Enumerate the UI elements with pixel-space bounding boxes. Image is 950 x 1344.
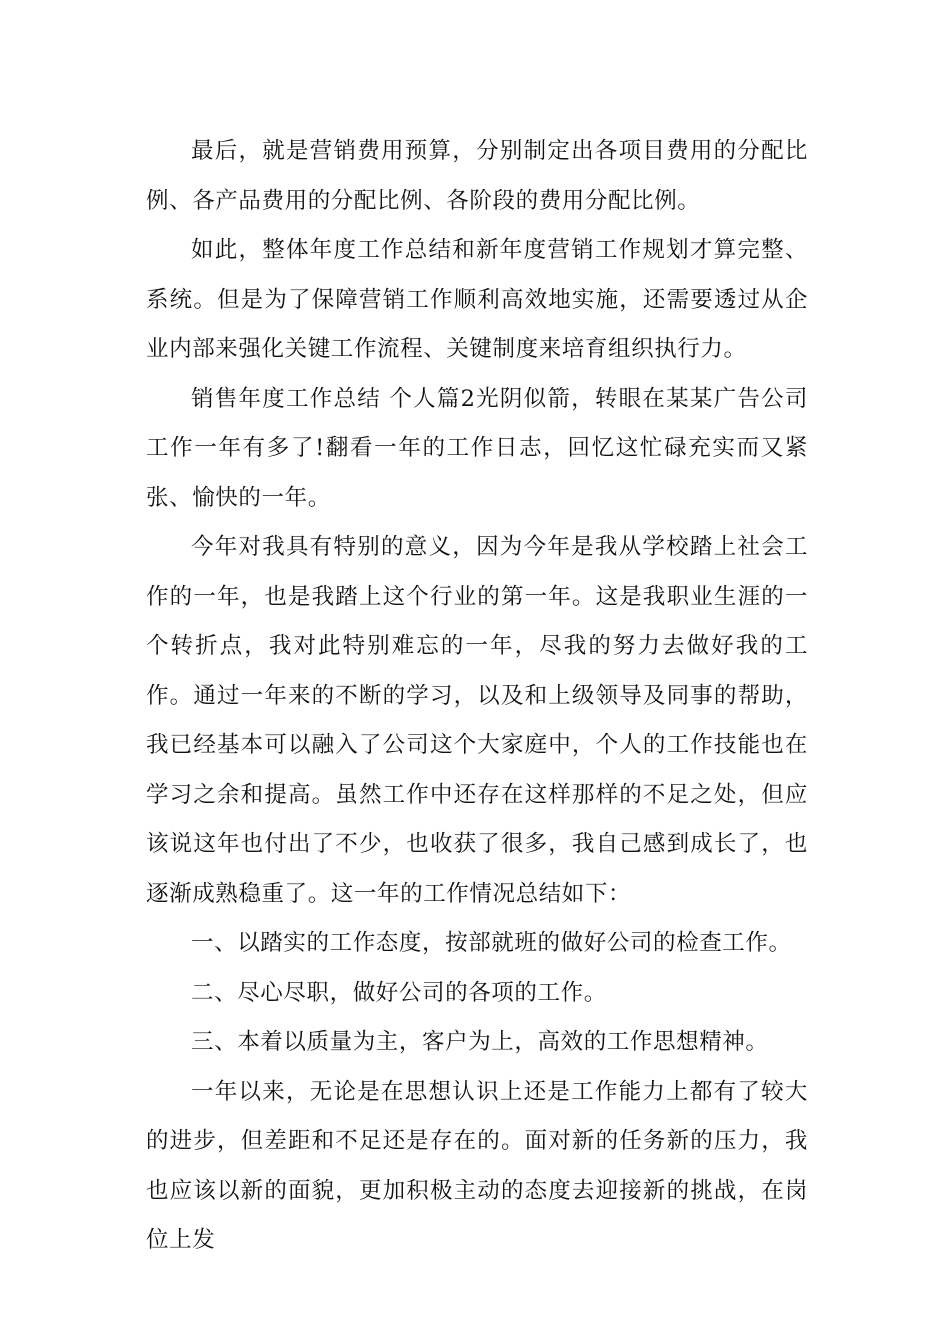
paragraph-budget: 最后，就是营销费用预算，分别制定出各项目费用的分配比例、各产品费用的分配比例、各阶段的费用分配比例。 bbox=[146, 138, 808, 214]
list-item-3: 三、本着以质量为主，客户为上，高效的工作思想精神。 bbox=[191, 1029, 769, 1055]
paragraph-progress: 一年以来，无论是在思想认识上还是工作能力上都有了较大的进步，但差距和不足还是存在的。面对新的任务新的压力，我也应该以新的面貌，更加积极主动的态度去迎接新的挑战，在岗位上发 bbox=[146, 1078, 808, 1253]
paragraph-summary-complete: 如此，整体年度工作总结和新年度营销工作规划才算完整、系统。但是为了保障营销工作顺利高效地实施，还需要透过从企业内部来强化关键工作流程、关键制度来培育组织执行力。 bbox=[146, 237, 808, 362]
document-body bbox=[146, 127, 808, 1266]
list-item-1: 一、以踏实的工作态度，按部就班的做好公司的检查工作。 bbox=[191, 930, 792, 956]
paragraph-personal-intro: 销售年度工作总结 个人篇2光阴似箭，转眼在某某广告公司工作一年有多了!翻看一年的工作日志，回忆这忙碌充实而又紧张、愉快的一年。 bbox=[146, 385, 808, 511]
list-item-2: 二、尽心尽职，做好公司的各项的工作。 bbox=[191, 979, 607, 1006]
paragraph-significance: 今年对我具有特别的意义，因为今年是我从学校踏上社会工作的一年，也是我踏上这个行业的第一年。这是我职业生涯的一个转折点，我对此特别难忘的一年，尽我的努力去做好我的工作。通过一年来的不断的学习，以及和上级领导及同事的帮助，我已经基本可以融入了公司这个大家庭中，个人的工作技能也在学习之余和提高。虽然工作中还存在这样那样的不足之处，但应该说这年也付出了不少，也收获了很多，我自己感到成长了，也逐渐成熟稳重了。这一年的工作情况总结如下： bbox=[146, 534, 808, 907]
